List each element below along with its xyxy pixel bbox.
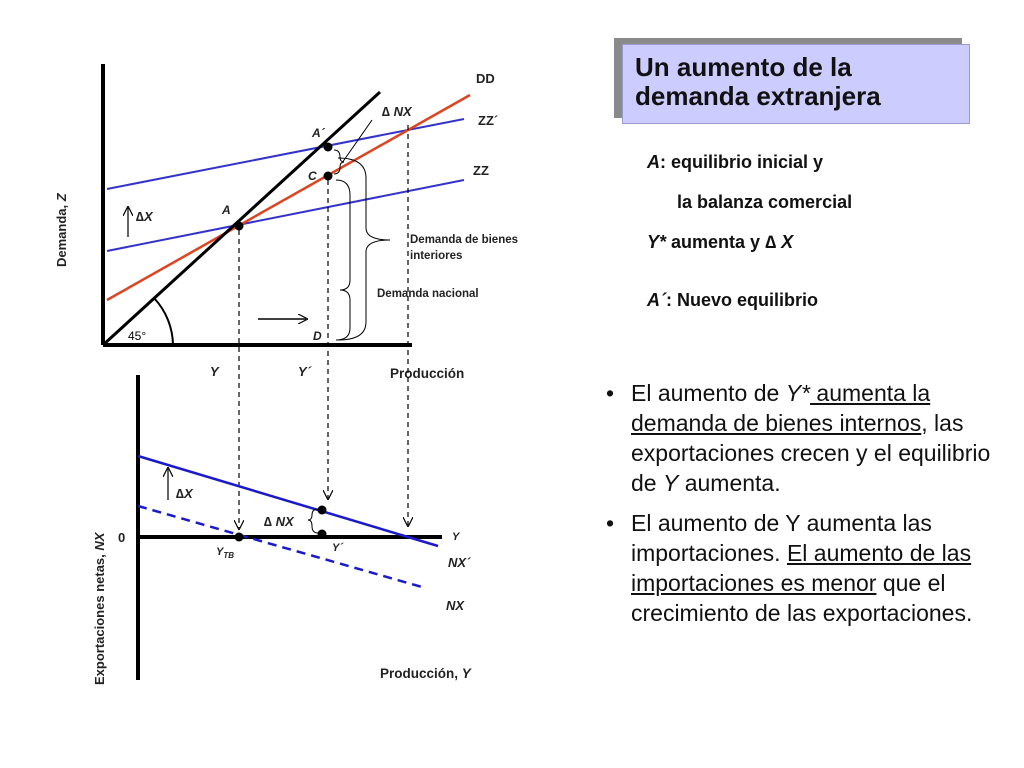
bottom-y-end-label: Y	[452, 531, 460, 543]
slide-title	[622, 44, 970, 124]
point-nx-prime	[318, 506, 327, 515]
brace-interior-label-1: Demanda de bienes	[410, 234, 519, 246]
x-tick-y-prime: Y´	[298, 364, 311, 379]
bottom-y-prime-label: Y´	[332, 542, 343, 554]
bottom-delta-nx-label: ∆ NX	[264, 514, 294, 529]
ytb-label: $Y_{TB}$	[216, 546, 235, 560]
nx-label: NX	[446, 598, 465, 613]
bottom-nx-brace	[308, 509, 318, 533]
point-c	[324, 172, 333, 181]
x-tick-y: Y	[210, 364, 219, 379]
top-chart	[54, 64, 518, 381]
point-a	[235, 222, 244, 231]
bullet-list	[606, 378, 1018, 638]
nx-prime-label: NX´	[448, 555, 471, 570]
info-line-2: la balanza comercial	[677, 192, 853, 212]
zz-orange-line	[107, 95, 470, 300]
point-a-prime-label: A´	[312, 126, 325, 140]
point-a-label: A	[222, 203, 231, 217]
angle-arc	[154, 298, 173, 345]
point-c-label: C	[308, 169, 317, 183]
brace-national-label: Demanda nacional	[377, 288, 479, 300]
info-line-1: A: equilibrio inicial y	[647, 152, 824, 172]
info-line-3: Y* aumenta y ∆ X	[647, 232, 794, 252]
bullet-dot-icon: •	[606, 510, 615, 536]
bullet-item-2: • El aumento de Y aumenta las importaciones. El aumento de las importaciones es menor que el crecimiento de las exportaciones.	[606, 510, 973, 626]
nx-prime-line	[138, 456, 438, 546]
brace-interior-label-2: interiores	[410, 250, 463, 262]
point-ytb	[235, 533, 244, 542]
point-a-prime	[324, 143, 333, 152]
bottom-delta-x-label: ∆X	[176, 486, 193, 501]
top-delta-nx-label: ∆ NX	[382, 104, 412, 119]
angle-label: 45°	[128, 329, 147, 343]
title-line-2: demanda extranjera	[635, 81, 881, 111]
top-x-axis-label: Producción	[390, 366, 465, 381]
bullet-item-1: • El aumento de Y* aumenta la demanda de bienes internos, las exportaciones crecen y el equilibrio de Y aumenta.	[606, 380, 991, 496]
brace-interior	[338, 158, 390, 340]
bullet-dot-icon: •	[606, 380, 615, 406]
top-y-axis-label: Demanda, Z	[54, 193, 69, 267]
bottom-chart	[92, 375, 473, 685]
zero-label: 0	[118, 530, 126, 545]
bottom-y-axis-label: Exportaciones netas, NX	[92, 532, 107, 685]
title-line-1: Un aumento de la	[635, 52, 852, 82]
point-y-prime	[318, 530, 327, 539]
zz-prime-label: ZZ´	[478, 113, 499, 128]
point-d-label: D	[313, 329, 322, 343]
info-line-4: A´: Nuevo equilibrio	[647, 290, 819, 310]
zz-label: ZZ	[473, 163, 489, 178]
dd-label: DD	[476, 71, 495, 86]
bottom-x-axis-label: Producción, Y	[380, 666, 471, 681]
top-delta-x-label: ∆X	[136, 209, 153, 224]
